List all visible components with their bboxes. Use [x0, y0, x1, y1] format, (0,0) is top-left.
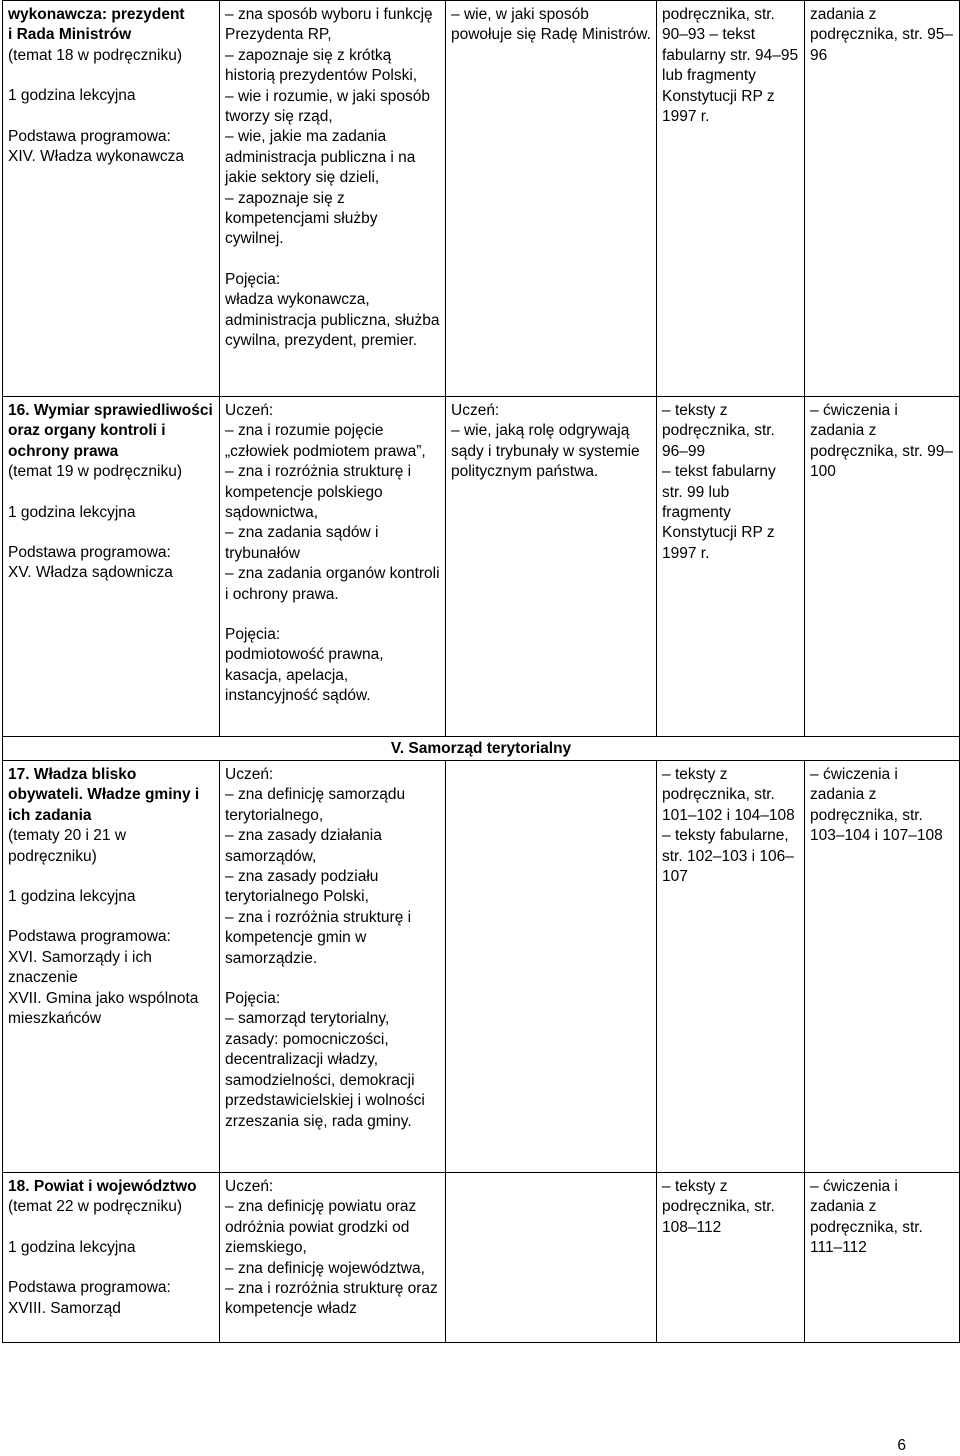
- outcomes-basic-cell: [220, 397, 446, 737]
- topic-meta: (tematy 20 i 21 w podręczniku): [8, 827, 127, 865]
- texts-item: – tekst fabularny str. 99 lub fragmenty Konstytucji RP z 1997 r.: [662, 462, 799, 564]
- outcomes-basic-cell: [220, 1, 446, 397]
- table-row: [3, 397, 960, 737]
- topic-title: wykonawcza: prezydent i Rada Ministrów: [8, 6, 185, 44]
- exercises-cell: [805, 1173, 960, 1343]
- curriculum-table: [2, 0, 960, 1343]
- exercises-cell: [805, 1, 960, 397]
- outcome-item: – zna zadania organów kontroli i ochrony prawa.: [225, 564, 440, 605]
- exercises-item: – ćwiczenia i zadania z podręcznika, str. 111–112: [810, 1177, 954, 1259]
- outcome-item: – wie, w jaki sposób powołuje się Radę Ministrów.: [451, 5, 651, 46]
- texts-cell: [657, 761, 805, 1173]
- basis: XVIII. Samorząd: [8, 1299, 121, 1317]
- basis-label: Podstawa programowa:: [8, 928, 171, 946]
- hours: 1 godzina lekcyjna: [8, 87, 136, 105]
- section-row: [3, 737, 960, 761]
- texts-cell: [657, 1173, 805, 1343]
- outcomes-basic-cell: [220, 1173, 446, 1343]
- outcome-item: – zapoznaje się z kompetencjami służby cywilnej.: [225, 189, 440, 250]
- concepts-label: Pojęcia:: [225, 626, 281, 644]
- concepts: władza wykonawcza, administracja publiczna, służba cywilna, prezydent, premier.: [225, 291, 440, 350]
- outcome-item: – zna definicję powiatu oraz odróżnia powiat grodzki od ziemskiego,: [225, 1197, 440, 1258]
- texts-cell: [657, 1, 805, 397]
- section-heading: V. Samorząd terytorialny: [3, 737, 960, 761]
- outcomes-extended-cell: [446, 397, 657, 737]
- table-row: [3, 761, 960, 1173]
- outcome-item: – zna i rozróżnia strukturę i kompetencje polskiego sądownictwa,: [225, 462, 440, 523]
- table-row: [3, 1, 960, 397]
- topic-cell: [3, 1173, 220, 1343]
- table-row: [3, 1173, 960, 1343]
- topic-meta: (temat 22 w podręczniku): [8, 1198, 183, 1216]
- outcomes-extended-cell: [446, 1173, 657, 1343]
- outcomes-basic-cell: [220, 761, 446, 1173]
- basis: XVI. Samorządy i ich znaczenie: [8, 948, 152, 987]
- concepts-label: Pojęcia:: [225, 270, 281, 288]
- exercises-cell: [805, 761, 960, 1173]
- hours: 1 godzina lekcyjna: [8, 1238, 136, 1256]
- outcome-item: – zna definicję samorządu terytorialnego,: [225, 785, 440, 826]
- outcome-item: – zna i rozumie pojęcie „człowiek podmiotem prawa”,: [225, 421, 440, 462]
- topic-title: 16. Wymiar sprawiedliwości oraz organy kontroli i ochrony prawa: [8, 402, 213, 460]
- student-label: Uczeń:: [451, 402, 500, 419]
- basis-label: Podstawa programowa:: [8, 127, 171, 145]
- hours: 1 godzina lekcyjna: [8, 888, 136, 906]
- texts: podręcznika, str. 90–93 – tekst fabularny str. 94–95 lub fragmenty Konstytucji RP z 1997 r.: [662, 6, 799, 126]
- outcome-item: – zna i rozróżnia strukturę i kompetencje gmin w samorządzie.: [225, 908, 440, 969]
- outcome-item: – zna zadania sądów i trybunałów: [225, 523, 440, 564]
- basis: XV. Władza sądownicza: [8, 564, 173, 582]
- student-label: Uczeń:: [225, 402, 274, 419]
- topic-meta: (temat 19 w podręczniku): [8, 463, 183, 481]
- topic-cell: [3, 761, 220, 1173]
- exercises-item: – ćwiczenia i zadania z podręcznika, str. 99–100: [810, 401, 954, 483]
- topic-cell: [3, 397, 220, 737]
- exercises: zadania z podręcznika, str. 95–96: [810, 6, 954, 64]
- outcome-item: – wie, jaką rolę odgrywają sądy i trybunały w systemie politycznym państwa.: [451, 421, 651, 482]
- outcome-item: – zapoznaje się z krótką historią prezydentów Polski,: [225, 46, 440, 87]
- exercises-cell: [805, 397, 960, 737]
- texts-item: – teksty fabularne, str. 102–103 i 106–107: [662, 826, 799, 887]
- texts-item: – teksty z podręcznika, str. 96–99: [662, 401, 799, 462]
- outcome-item: – zna zasady podziału terytorialnego Polski,: [225, 867, 440, 908]
- texts-item: – teksty z podręcznika, str. 108–112: [662, 1177, 799, 1238]
- basis: XVII. Gmina jako wspólnota mieszkańców: [8, 989, 199, 1028]
- concepts: – samorząd terytorialny, zasady: pomocniczości, decentralizacji władzy, samodzielności, demokracji przedstawicielskiej i wolności zrzeszania się, rada gminy.: [225, 1009, 440, 1131]
- outcome-item: – zna sposób wyboru i funkcję Prezydenta RP,: [225, 5, 440, 46]
- student-label: Uczeń:: [225, 1178, 274, 1195]
- hours: 1 godzina lekcyjna: [8, 503, 136, 521]
- texts-cell: [657, 397, 805, 737]
- outcome-item: – zna definicję województwa,: [225, 1259, 440, 1279]
- basis-label: Podstawa programowa:: [8, 1279, 171, 1297]
- topic-title: 18. Powiat i województwo: [8, 1178, 197, 1195]
- outcomes-extended-cell: [446, 761, 657, 1173]
- page-number: 6: [897, 1437, 906, 1454]
- outcomes-extended-cell: [446, 1, 657, 397]
- outcome-item: – zna zasady działania samorządów,: [225, 826, 440, 867]
- outcome-item: – zna i rozróżnia strukturę oraz kompetencje władz: [225, 1279, 440, 1320]
- student-label: Uczeń:: [225, 766, 274, 783]
- topic-title: 17. Władza blisko obywateli. Władze gminy i ich zadania: [8, 766, 200, 824]
- outcome-item: – wie i rozumie, w jaki sposób tworzy się rząd,: [225, 87, 440, 128]
- basis-label: Podstawa programowa:: [8, 544, 171, 562]
- texts-item: – teksty z podręcznika, str. 101–102 i 104–108: [662, 765, 799, 826]
- basis: XIV. Władza wykonawcza: [8, 148, 185, 166]
- concepts: podmiotowość prawna, kasacja, apelacja, instancyjność sądów.: [225, 646, 384, 705]
- concepts-label: Pojęcia:: [225, 990, 281, 1008]
- outcome-item: – wie, jakie ma zadania administracja publiczna i na jakie sektory się dzieli,: [225, 127, 440, 188]
- topic-meta: (temat 18 w podręczniku): [8, 46, 183, 64]
- exercises-item: – ćwiczenia i zadania z podręcznika, str. 103–104 i 107–108: [810, 765, 954, 847]
- topic-cell: [3, 1, 220, 397]
